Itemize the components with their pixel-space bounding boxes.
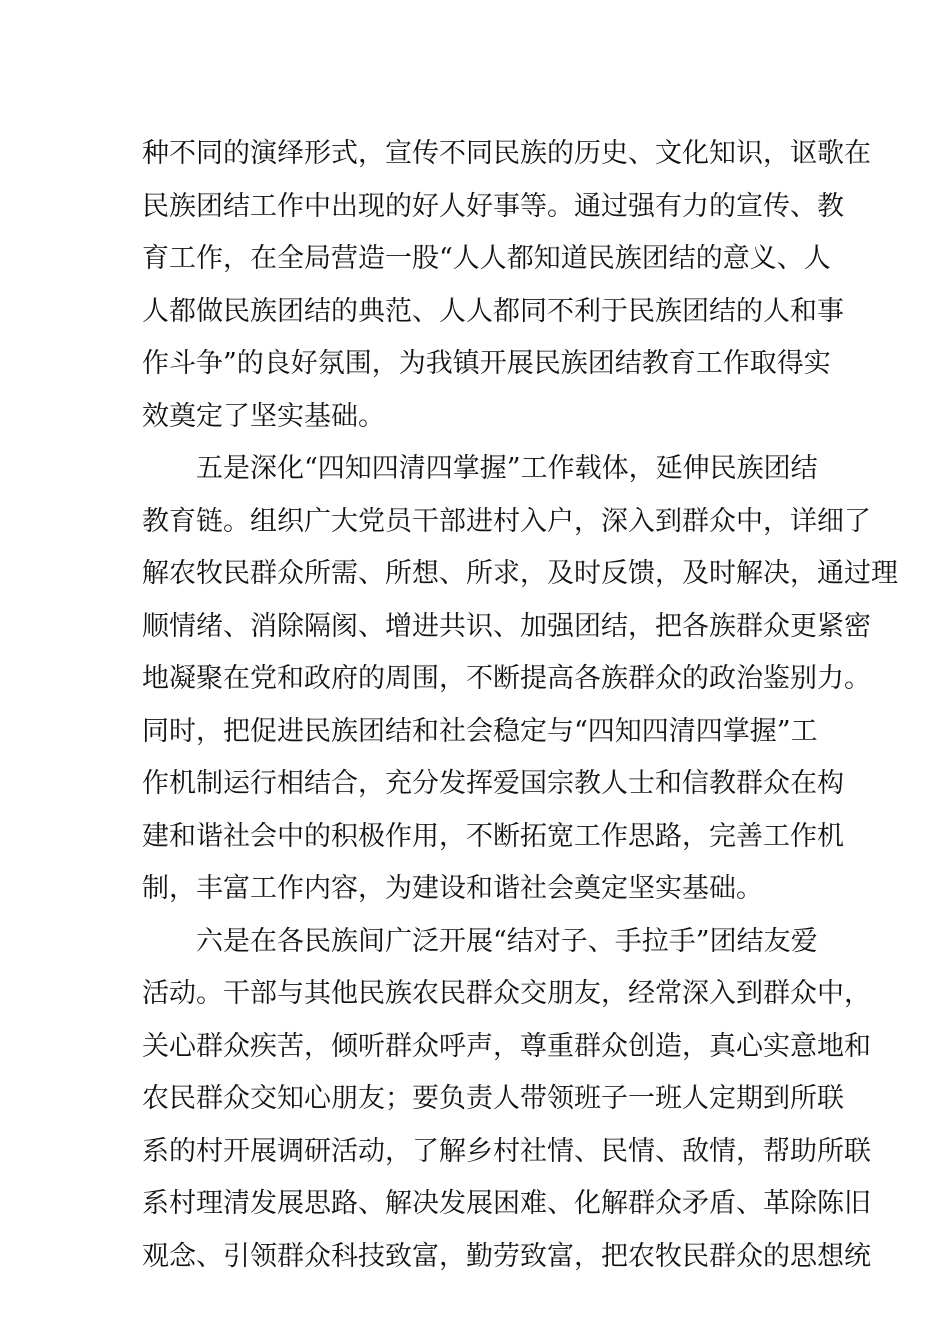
text-line: 关心群众疾苦，倾听群众呼声，尊重群众创造，真心实意地和 <box>142 1030 871 1062</box>
document-body <box>142 128 898 1283</box>
text-line: 建和谐社会中的积极作用，不断拓宽工作思路，完善工作机 <box>142 820 844 852</box>
paragraph-start-line: 五是深化“四知四清四掌握”工作载体，延伸民族团结 <box>196 453 818 484</box>
text-line: 系村理清发展思路、解决发展困难、化解群众矛盾、革除陈旧 <box>142 1188 871 1219</box>
text-line: 制，丰富工作内容，为建设和谐社会奠定坚实基础。 <box>142 873 763 904</box>
text-line: 民族团结工作中出现的好人好事等。通过强有力的宣传、教 <box>142 190 844 222</box>
text-line: 作斗争”的良好氛围，为我镇开展民族团结教育工作取得实 <box>142 348 831 379</box>
text-line: 系的村开展调研活动，了解乡村社情、民情、敌情，帮助所联 <box>142 1135 871 1167</box>
text-line: 效奠定了坚实基础。 <box>142 400 385 432</box>
text-line: 人都做民族团结的典范、人人都同不利于民族团结的人和事 <box>142 295 844 327</box>
text-line: 活动。干部与其他民族农民群众交朋友，经常深入到群众中， <box>142 978 871 1009</box>
text-line: 种不同的演绎形式，宣传不同民族的历史、文化知识，讴歌在 <box>142 138 871 169</box>
text-line: 农民群众交知心朋友；要负责人带领班子一班人定期到所联 <box>142 1083 844 1114</box>
text-line: 教育链。组织广大党员干部进村入户，深入到群众中，详细了 <box>142 505 871 537</box>
text-line: 同时，把促进民族团结和社会稳定与“四知四清四掌握”工 <box>142 715 818 747</box>
text-line: 地凝聚在党和政府的周围，不断提高各族群众的政治鉴别力。 <box>142 663 871 694</box>
text-line: 育工作，在全局营造一股“人人都知道民族团结的意义、人 <box>142 243 831 274</box>
text-line: 解农牧民群众所需、所想、所求，及时反馈，及时解决，通过理 <box>142 558 898 589</box>
text-line: 观念、引领群众科技致富，勤劳致富，把农牧民群众的思想统 <box>142 1240 871 1272</box>
text-line: 顺情绪、消除隔阂、增进共识、加强团结，把各族群众更紧密 <box>142 610 871 642</box>
paragraph-start-line: 六是在各民族间广泛开展“结对子、手拉手”团结友爱 <box>196 925 818 957</box>
text-line: 作机制运行相结合，充分发挥爱国宗教人士和信教群众在构 <box>142 768 844 799</box>
